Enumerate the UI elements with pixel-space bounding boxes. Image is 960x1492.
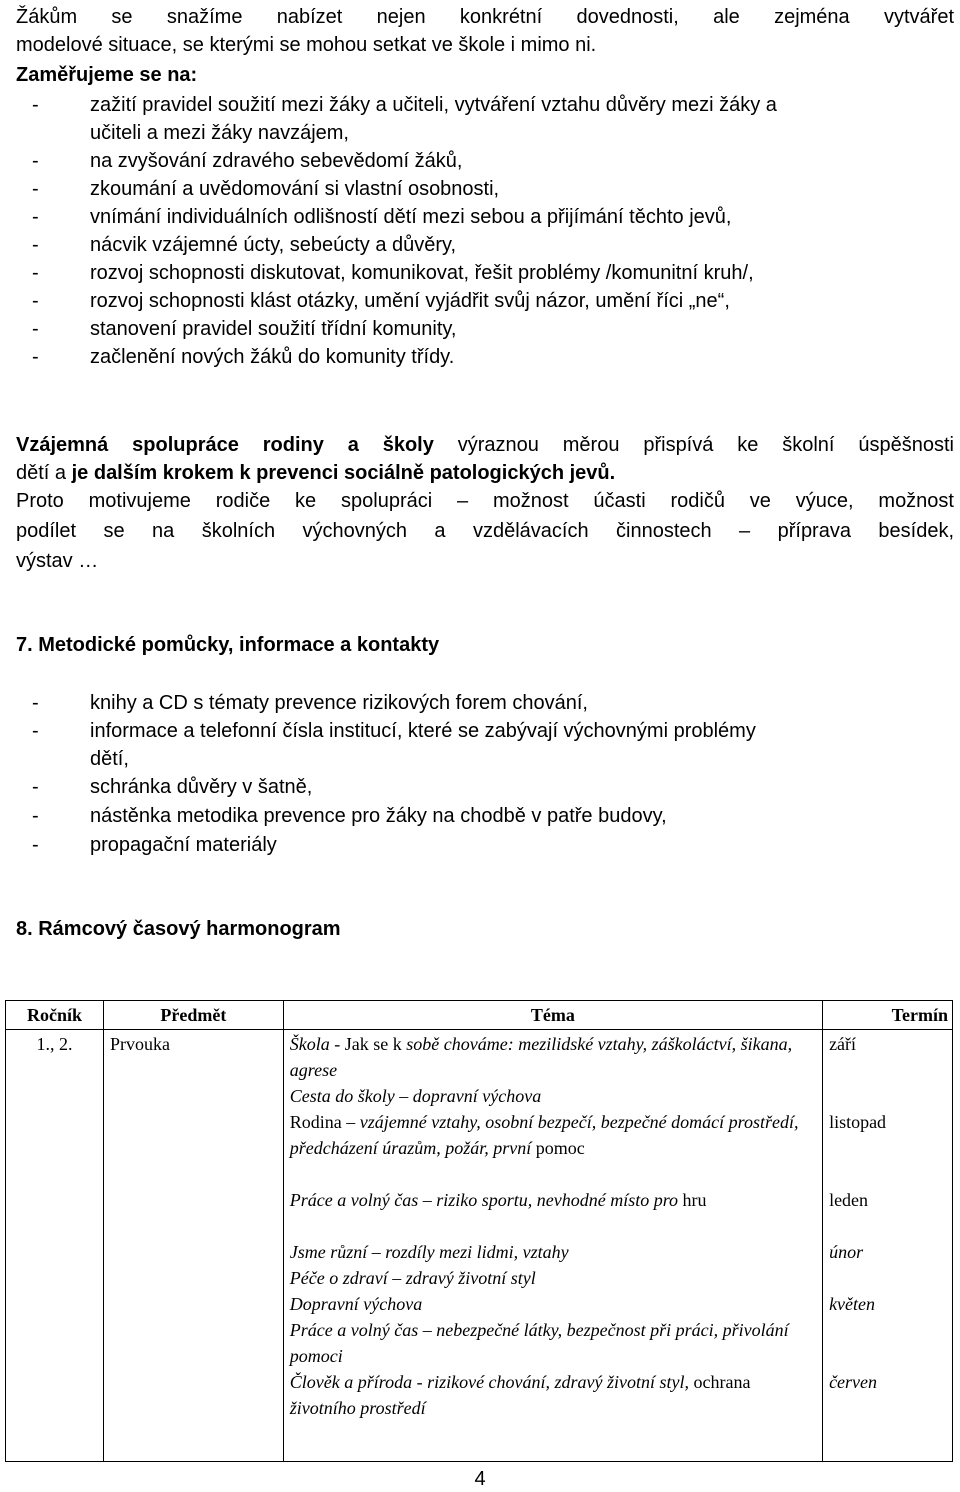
topic-item: Práce a volný čas – nebezpečné látky, bezpečnost při práci, přivolání pomoci: [289, 1320, 789, 1366]
intro-heading: Zaměřujeme se na:: [16, 64, 198, 86]
term-item: [829, 1265, 946, 1291]
list-item: zažití pravidel soužití mezi žáky a učiteli, vytváření vztahu důvěry mezi žáky a: [90, 94, 777, 116]
list-dash: -: [32, 805, 39, 827]
list-item: schránka důvěry v šatně,: [90, 776, 313, 798]
list-dash: -: [32, 834, 39, 856]
list-dash: -: [32, 776, 39, 798]
topic-item: Cesta do školy – dopravní výchova: [289, 1086, 542, 1106]
list-dash: -: [32, 346, 39, 368]
table-header-row: [6, 1001, 953, 1030]
list-dash: -: [32, 150, 39, 172]
term-item: listopad: [829, 1112, 887, 1132]
term-item: květen: [829, 1294, 876, 1314]
cooperation-line-5: výstav …: [16, 550, 99, 572]
cell-topics: [283, 1030, 822, 1462]
list-item: stanovení pravidel soužití třídní komunity,: [90, 318, 457, 340]
cooperation-line-4: podílet se na školních výchovných a vzdělávacích činnostech – příprava besídek,: [16, 520, 954, 542]
page-number: 4: [474, 1468, 486, 1490]
list-dash: -: [32, 318, 39, 340]
term-item: červen: [829, 1372, 878, 1392]
list-item: začlenění nových žáků do komunity třídy.: [90, 346, 455, 368]
list-item: nácvik vzájemné úcty, sebeúcty a důvěry,: [90, 234, 457, 256]
term-item: únor: [829, 1242, 864, 1262]
list-dash: -: [32, 720, 39, 742]
list-item: zkoumání a uvědomování si vlastní osobnosti,: [90, 178, 500, 200]
list-item: rozvoj schopnosti diskutovat, komunikovat, řešit problémy /komunitní kruh/,: [90, 262, 754, 284]
cooperation-line-3: Proto motivujeme rodiče ke spolupráci – možnost účasti rodičů ve výuce, možnost: [16, 490, 954, 512]
list-item: vnímání individuálních odlišností dětí mezi sebou a přijímání těchto jevů,: [90, 206, 732, 228]
cooperation-text-2: dětí a: [16, 462, 72, 484]
list-item-continuation: dětí,: [90, 748, 129, 770]
intro-line-1: Žákům se snažíme nabízet nejen konkrétní dovednosti, ale zejména vytvářet: [16, 6, 954, 28]
table-row: [6, 1030, 953, 1462]
list-dash: -: [32, 178, 39, 200]
list-dash: -: [32, 262, 39, 284]
topic-item: Dopravní výchova: [289, 1294, 423, 1314]
topic-item: Rodina – vzájemné vztahy, osobní bezpečí, bezpečné domácí prostředí, předcházení úrazům, požár, první pomoc: [289, 1112, 799, 1158]
cooperation-line-2: [16, 460, 615, 486]
list-item-continuation: učiteli a mezi žáky navzájem,: [90, 122, 349, 144]
list-item: na zvyšování zdravého sebevědomí žáků,: [90, 150, 463, 172]
list-item: nástěnka metodika prevence pro žáky na chodbě v patře budovy,: [90, 805, 667, 827]
intro-line-2: modelové situace, se kterými se mohou setkat ve škole i mimo ni.: [16, 34, 597, 56]
list-item: informace a telefonní čísla institucí, které se zabývají výchovnými problémy: [90, 720, 756, 742]
header-subject: Předmět: [103, 1001, 283, 1030]
section-8-title: 8. Rámcový časový harmonogram: [16, 918, 341, 940]
term-item: [829, 1083, 946, 1109]
list-dash: -: [32, 290, 39, 312]
cooperation-text-1: výraznou měrou přispívá ke školní úspěšnosti: [433, 434, 954, 456]
cell-subject: Prvouka: [103, 1030, 283, 1462]
cooperation-bold-1: Vzájemná spolupráce rodiny a školy: [16, 434, 434, 456]
topic-item: Péče o zdraví – zdravý životní styl: [289, 1268, 536, 1288]
term-item: [829, 1317, 946, 1369]
list-dash: -: [32, 234, 39, 256]
list-dash: -: [32, 94, 39, 116]
topic-item: Škola - Jak se k sobě chováme: mezilidské vztahy, záškoláctví, šikana, agrese: [289, 1034, 793, 1080]
cooperation-line-1: [16, 432, 954, 458]
list-dash: -: [32, 206, 39, 228]
topic-item: Práce a volný čas – riziko sportu, nevhodné místo pro hru: [289, 1190, 707, 1210]
list-item: rozvoj schopnosti klást otázky, umění vyjádřit svůj názor, umění říci „ne“,: [90, 290, 730, 312]
cell-terms: [823, 1030, 953, 1462]
section-7-title: 7. Metodické pomůcky, informace a kontakty: [16, 634, 440, 656]
list-item: knihy a CD s tématy prevence rizikových forem chování,: [90, 692, 588, 714]
cell-grade: 1., 2.: [6, 1030, 104, 1462]
topic-item: Jsme různí – rozdíly mezi lidmi, vztahy: [289, 1242, 569, 1262]
list-dash: -: [32, 692, 39, 714]
header-topic: Téma: [283, 1001, 822, 1030]
term-item: leden: [829, 1190, 869, 1210]
header-grade: Ročník: [6, 1001, 104, 1030]
header-term: Termín: [823, 1001, 953, 1030]
term-item: září: [829, 1034, 857, 1054]
cooperation-bold-2: je dalším krokem k prevenci sociálně patologických jevů.: [71, 462, 616, 484]
schedule-table: [5, 1000, 953, 1462]
topic-item: Člověk a příroda - rizikové chování, zdravý životní styl, ochrana životního prostředí: [289, 1372, 751, 1418]
list-item: propagační materiály: [90, 834, 277, 856]
